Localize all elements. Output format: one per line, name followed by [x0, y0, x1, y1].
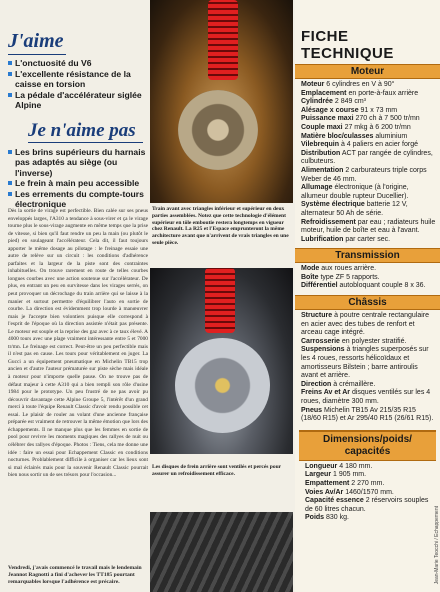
spec-label: Alimentation	[301, 166, 344, 174]
dislikes-item: Les brins supérieurs du harnais pas adaptés au siège (ou l'inverse)	[8, 147, 148, 179]
spec-value: aluminium	[373, 132, 408, 140]
spec-row	[295, 265, 440, 274]
spec-label: Moteur	[301, 81, 325, 88]
brake-disc	[178, 90, 258, 170]
spec-row	[295, 219, 440, 236]
likes-heading: J'aime	[8, 30, 66, 55]
spec-value: 2 270 mm.	[349, 479, 385, 487]
spec-row	[299, 497, 436, 514]
spec-row	[295, 81, 440, 90]
spec-label: Largeur	[305, 471, 332, 479]
spec-label: Cylindrée	[301, 98, 333, 106]
spec-label: Mode	[301, 265, 320, 273]
spec-value: à poutre centrale rectangulaire en acier avec des tubes de renfort et arceau cage intégré.	[301, 312, 430, 337]
likes-item: L'onctuosité du V6	[8, 58, 148, 69]
spec-label: Poids	[305, 514, 325, 522]
spec-row	[295, 133, 440, 142]
spec-value: 2 carburateurs triple corps Weber de 46 mm.	[301, 166, 427, 183]
spec-label: Direction	[301, 380, 332, 388]
spec-row	[295, 184, 440, 201]
spec-label: Freins Av et Ar	[301, 389, 351, 397]
spec-row	[295, 274, 440, 283]
spec-label: Vilebrequin	[301, 141, 339, 149]
spec-value: ACT par rangée de cylindres, culbuteurs.	[301, 149, 433, 166]
spec-value: 1460/1570 mm.	[343, 488, 394, 496]
spec-row	[295, 115, 440, 124]
spec-value: 27 mkg à 6 200 tr/mn	[342, 123, 411, 131]
spec-label: Distribution	[301, 149, 341, 157]
spec-value: 91 x 73 mm	[358, 106, 398, 114]
spec-value: batterie 12 V, alternateur 50 Ah de série.	[301, 201, 408, 217]
spec-label: Lubrification	[301, 235, 344, 243]
coil-spring	[205, 268, 235, 333]
chassis-specs	[295, 312, 440, 424]
likes-item: L'excellente résistance de la caisse en torsion	[8, 69, 148, 90]
spec-row	[299, 489, 436, 498]
spec-row	[295, 201, 440, 218]
bottom-left-caption: Vendredi, j'avais commencé le travail mais le lendemain Jeannot Ragnotti a fini d'achever les TT185 pourtant remarquables lorsque l'adhérence est précaire.	[8, 565, 142, 585]
rear-brake-photo	[150, 268, 293, 454]
spec-row	[295, 407, 440, 424]
spec-label: Boîte	[301, 273, 319, 281]
spec-row	[295, 236, 440, 245]
spec-row	[295, 90, 440, 99]
spec-row	[295, 150, 440, 167]
coil-spring	[208, 0, 238, 80]
spec-value: en porte-à-faux arrière	[346, 89, 419, 97]
spec-label: Emplacement	[301, 89, 347, 97]
spec-value: autobloquant couple 8 x 36.	[337, 282, 426, 290]
likes-list	[8, 58, 148, 111]
spec-row	[295, 167, 440, 184]
spec-value: en polyester stratifié.	[339, 337, 407, 345]
likes-item: La pédale d'accélérateur siglée Alpine	[8, 90, 148, 111]
dimensions-section-heading: Dimensions/poids/ capacités	[299, 432, 436, 461]
spec-sheet	[295, 0, 440, 592]
photo-credit: Jean-Marie Teocchi / Echappement	[434, 505, 440, 584]
spec-row	[295, 312, 440, 338]
dimensions-specs	[299, 461, 436, 523]
spec-label: Puissance maxi	[301, 115, 354, 123]
rear-brake-caption: Les disques de frein arrière sont ventilés et percés pour assurer un refroidissement efficace.	[152, 464, 281, 477]
transmission-specs	[295, 265, 440, 291]
spec-row	[295, 141, 440, 150]
spec-label: Suspensions	[301, 346, 345, 354]
spec-value: 270 ch à 7 500 tr/mn	[353, 115, 420, 123]
dislikes-item: Le frein à main peu accessible	[8, 178, 148, 189]
spec-row	[299, 471, 436, 480]
brake-disc	[175, 338, 270, 433]
spec-label: Différentiel	[301, 282, 338, 290]
spec-value: à triangles superposés sur les 4 roues, ressorts hélicoïdaux et amortisseurs Bilstein ; barre antiroulis avant et arrière.	[301, 346, 429, 380]
spec-row	[295, 346, 440, 380]
engine-specs	[295, 81, 440, 244]
spec-label: Matière bloc/culasses	[301, 132, 374, 140]
spec-label: Couple maxi	[301, 123, 343, 131]
article-body: Dès la sortie de virage est perfectible. Bien calée sur ses pneus enveloppés larges, l'A310 a tendance à sous-virer et ça le virage tourne plus le sous-virage augmente en même temps que la prise de vitesse, si bien qu'il faut rendre un peu la main (ou plutôt le pied) en soulageant l'accélérateur. Cela dit, il faut toujours apporter le même dosage au pilotage : le freinage essaie une autre de relève sur un circuit : les conditions d'adhérence parfaites et la largeur de la piste sont des contraintes inhabituelles. On trouve rarement en route de telles courbes longues courbes avec une action soutenue sur l'accélérateur. De plus, en entrant un peu en survitesse dans les virages serrés, on peut provoquer un décrochage du train arrière qui se laisse à la manier et surtout permettre d'équilibrer l'auto en sortie de courbe. La direction est évidemment trop lourde à manœuvrer mais je l'accepte bien volontiers puisque elle correspond à l'esprit de l'époque où la direction assistée n'était pas présente. Le moteur est souple et la reprise des gaz avec à ce taux élevé. A 4000 tours avec une plage vraiment intéressante entre 5 et 7000 tr/mn. Le freinage est correct. Peut-être un peu perfectible mais il n'est pas en cause. Les tours pour véritablement en juger. La Gucci a un équipement pneumatique en Michelin TB15 trop ancien et d'autre l'auteur prématurée sur piste sèche mais idéale à moteur pour n'importe quelle pause. On ne trouve pas de défaut majeur à cette A310 qui a bien rempli son rôle d'usine 1984 pour le prototype. Un peu frustré de ne pas avoir pu découvrir davantage cette Alpine Groupe 5, l'intérêt d'un grand merci à toute l'équipe Renault Classic d'avoir rendu possible cet essai. Le plaisir de rouler au volant d'une ancienne française préparée est vraiment de retrouver la même émotion que lors des échappements. Il ne manque plus que les femmes en sortie de pool pour revivre les moments magiques des rallyes de nuit ou célébrer des rallyes d'époque. Photos : Tiens, cela me donne une idée : faire un essai pour Echappement Classic en conditions nocturnes. Problablement difficile à organiser car les lieux sont si mal éclairés mais pour la souvenir Renault Classic pourrait bien nous sortir un de ses trésors pour l'occasion...	[8, 208, 148, 479]
spec-value: 830 kg.	[324, 514, 349, 522]
spec-label: Longueur	[305, 462, 338, 470]
spec-value: par carter sec.	[343, 235, 391, 243]
dimensions-box	[299, 430, 436, 523]
spec-label: Empattement	[305, 479, 350, 487]
spec-value: disques ventilés sur les 4 roues, diamètre 300 mm.	[301, 389, 431, 405]
spec-value: par eau ; radiateurs huile moteur, huile de boîte et eau à l'avant.	[301, 218, 436, 235]
tyre-photo	[150, 512, 293, 592]
spec-value: électronique (à l'origine, allumeur double rupteur Ducellier).	[301, 184, 409, 200]
front-suspension-photo	[150, 0, 293, 203]
spec-label: Refroidissement	[301, 218, 356, 226]
spec-row	[295, 107, 440, 116]
spec-value: 2 849 cm³	[332, 98, 366, 106]
spec-row	[295, 381, 440, 390]
spec-value: type ZF 5 rapports.	[318, 273, 380, 281]
spec-sheet-title: FICHE TECHNIQUE	[301, 28, 394, 62]
spec-value: à 4 paliers en acier forgé	[339, 141, 418, 149]
spec-value: à crémaillère.	[331, 380, 376, 388]
spec-row	[299, 514, 436, 523]
middle-column	[150, 0, 293, 592]
spec-value: 6 cylindres en V à 90°	[324, 81, 395, 88]
transmission-section-heading: Transmission	[295, 248, 440, 263]
spec-label: Pneus	[301, 406, 323, 414]
front-suspension-caption: Train avant avec triangles inférieur et supérieur en deux parties assemblées. Notez que cette technologie d'élément supérieur en tôle emboutie restera longtemps en vigueur chez Renault. La R25 et l'Espace emprunteront la même architecture avant que n'arrivent de vrais triangles en une seule pièce.	[152, 206, 289, 246]
spec-value: Michelin TB15 Av 215/35 R15 (18/60 R15) et Ar 295/40 R15 (26/61 R15).	[301, 406, 434, 423]
left-column	[8, 30, 148, 590]
spec-label: Alésage x course	[301, 106, 359, 114]
spec-row	[295, 98, 440, 107]
spec-row	[295, 338, 440, 347]
dislikes-heading: Je n'aime pas	[28, 120, 143, 143]
spec-label: Structure	[301, 312, 333, 320]
spec-row	[299, 463, 436, 472]
spec-row	[299, 480, 436, 489]
spec-label: Allumage	[301, 184, 333, 192]
spec-label: Système électrique	[301, 201, 365, 209]
spec-row	[295, 282, 440, 291]
spec-label: Carrosserie	[301, 337, 340, 345]
spec-value: aux roues arrière.	[319, 265, 377, 273]
spec-value: 4 180 mm.	[337, 462, 373, 470]
spec-label: Voies Av/Ar	[305, 488, 344, 496]
spec-value: 1 905 mm.	[331, 471, 367, 479]
dislikes-item: Les errements du compte-tours électronique	[8, 189, 148, 210]
engine-section-heading: Moteur	[295, 64, 440, 79]
dislikes-list	[8, 147, 148, 210]
spec-row	[295, 124, 440, 133]
spec-label: Capacité essence	[305, 497, 364, 505]
spec-value: 2 réservoirs souples de 60 litres chacun.	[305, 497, 429, 513]
spec-row	[295, 389, 440, 406]
chassis-section-heading: Châssis	[295, 295, 440, 310]
